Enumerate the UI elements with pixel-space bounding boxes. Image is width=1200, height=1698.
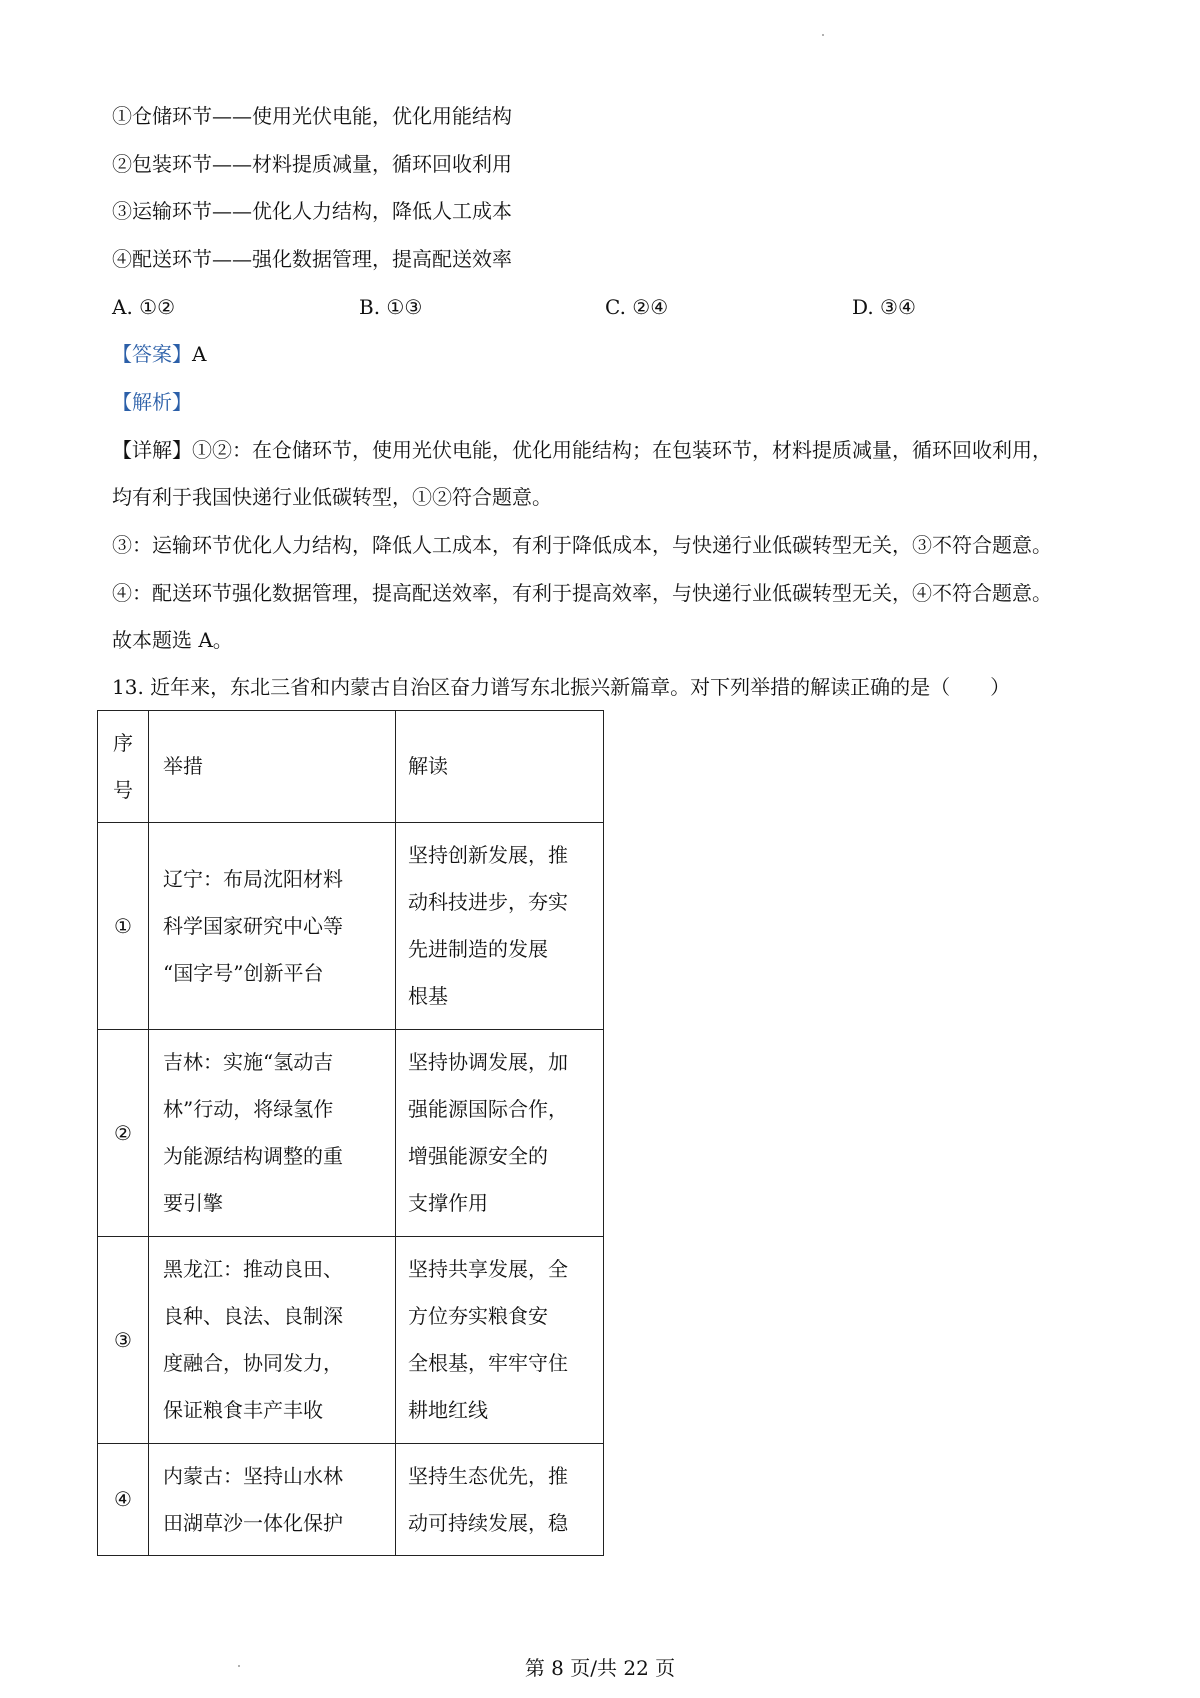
interpretation-line: 增强能源安全的 [408,1144,548,1168]
table-row [98,1444,604,1556]
measure-line: 辽宁：布局沈阳材料 [163,866,343,891]
interpretation-line: 支撑作用 [408,1191,488,1215]
measure-line: 田湖草沙一体化保护 [163,1510,343,1535]
interpretation-line: 坚持生态优先，推 [408,1463,568,1488]
row-interpretation [396,1030,604,1237]
options-row [112,293,1032,323]
measure-line: 保证粮食丰产丰收 [163,1398,323,1422]
measure-line: 内蒙古：坚持山水林 [163,1463,343,1488]
detail-line-5: 故本题选 A。 [112,628,233,652]
detail-line-3: ③：运输环节优化人力结构，降低人工成本，有利于降低成本，与快递行业低碳转型无关，③不符合题意。 [112,533,1052,557]
page-footer: 第 8 页/共 22 页 [524,1656,676,1680]
scan-dot [238,1665,240,1667]
interpretation-line: 强能源国际合作， [408,1097,568,1121]
detail-line-2: 均有利于我国快递行业低碳转型，①②符合题意。 [112,485,552,509]
measure-line: “国字号”创新平台 [163,960,324,985]
analysis-tag: 【解析】 [112,390,192,414]
answer-line [112,340,206,368]
row-interpretation [396,1237,604,1444]
measure-line: 为能源结构调整的重 [163,1144,343,1168]
row-seq: ② [98,1030,149,1237]
answer-value: A [192,342,207,366]
row-seq: ① [98,823,149,1030]
table-header-row [98,711,604,823]
item-4: ④配送环节——强化数据管理，提高配送效率 [112,247,512,271]
answer-tag: 【答案】 [112,342,192,366]
interpretation-line: 坚持共享发展，全 [408,1257,568,1281]
row-seq: ④ [98,1444,149,1556]
item-3: ③运输环节——优化人力结构，降低人工成本 [112,199,512,223]
option-d: D. ③④ [852,295,916,319]
option-a: A. ①② [112,295,176,319]
header-measure [149,711,396,823]
measure-line: 科学国家研究中心等 [163,913,343,938]
header-measure-text: 举措 [163,754,203,778]
row-interpretation [396,823,604,1030]
measure-line: 要引擎 [163,1191,223,1215]
item-1: ①仓储环节——使用光伏电能，优化用能结构 [112,104,512,128]
interpretation-line: 耕地红线 [408,1398,488,1422]
option-c: C. ②④ [605,295,669,319]
interpretation-line: 动科技进步，夯实 [408,890,568,914]
interpretation-line: 坚持协调发展，加 [408,1050,568,1074]
scan-dot [822,34,824,36]
header-interpretation [396,711,604,823]
interpretation-line: 根基 [408,984,448,1008]
row-measure [149,823,396,1030]
detail-line-1: 【详解】①②：在仓储环节，使用光伏电能，优化用能结构；在包装环节，材料提质减量，循环回收利用， [112,438,1052,462]
row-measure [149,1030,396,1237]
option-b: B. ①③ [359,295,423,319]
row-measure [149,1237,396,1444]
table-row [98,1030,604,1237]
item-2: ②包装环节——材料提质减量，循环回收利用 [112,152,512,176]
interpretation-line: 先进制造的发展 [408,937,548,961]
row-interpretation [396,1444,604,1556]
row-measure [149,1444,396,1556]
interpretation-line: 动可持续发展，稳 [408,1510,568,1535]
interpretation-line: 方位夯实粮食安 [408,1304,548,1328]
table-row [98,823,604,1030]
row-seq: ③ [98,1237,149,1444]
header-interpretation-text: 解读 [408,754,448,778]
measure-line: 良种、良法、良制深 [163,1304,343,1328]
measures-table [97,710,604,1556]
measure-line: 度融合，协同发力， [163,1351,343,1375]
table-row [98,1237,604,1444]
measure-line: 黑龙江：推动良田、 [163,1257,343,1281]
header-seq-text: 序号 [113,730,133,802]
question-13: 13. 近年来，东北三省和内蒙古自治区奋力谱写东北振兴新篇章。对下列举措的解读正确的是（ ） [112,675,1011,699]
measure-line: 吉林：实施“氢动吉 [163,1050,334,1074]
header-seq [98,711,149,823]
interpretation-line: 全根基，牢牢守住 [408,1351,568,1375]
measure-line: 林”行动，将绿氢作 [163,1097,334,1121]
interpretation-line: 坚持创新发展，推 [408,843,568,867]
detail-line-4: ④：配送环节强化数据管理，提高配送效率，有利于提高效率，与快递行业低碳转型无关，④不符合题意。 [112,581,1052,605]
